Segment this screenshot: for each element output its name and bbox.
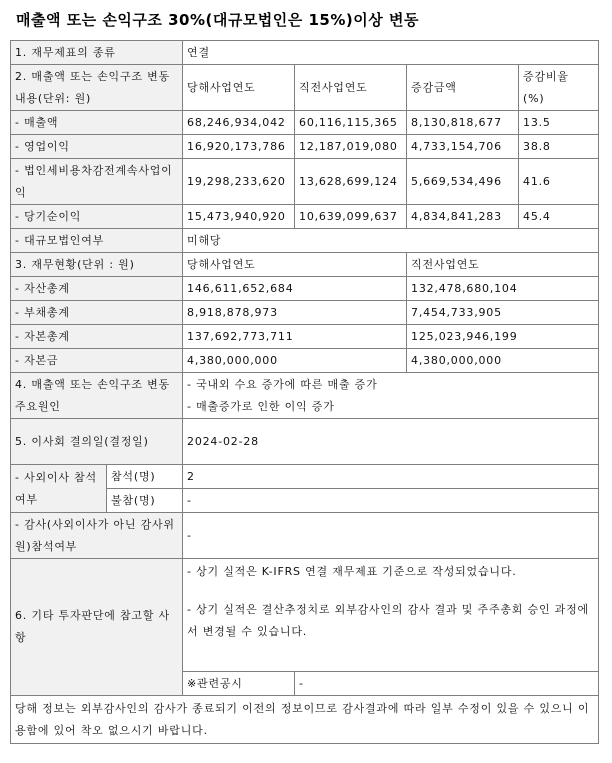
reason-row bbox=[11, 373, 599, 419]
pretax-income-current: 19,298,233,620 bbox=[183, 159, 295, 205]
total-assets-current: 146,611,652,684 bbox=[183, 277, 407, 301]
attend-value: 2 bbox=[183, 465, 599, 489]
table-row bbox=[11, 159, 599, 205]
row-label-net-income: - 당기순이익 bbox=[11, 205, 183, 229]
table-row bbox=[11, 111, 599, 135]
board-value: 2024-02-28 bbox=[183, 419, 599, 465]
change-section-label: 2. 매출액 또는 손익구조 변동내용(단위: 원) bbox=[11, 65, 183, 111]
related-disclosure-label: ※관련공시 bbox=[183, 672, 295, 696]
auditor-label: - 감사(사외이사가 아닌 감사위원)참석여부 bbox=[11, 513, 183, 559]
disclosure-table bbox=[10, 40, 599, 744]
operating-income-previous: 12,187,019,080 bbox=[295, 135, 407, 159]
row-label-capital: - 자본금 bbox=[11, 349, 183, 373]
row-label-pretax-income: - 법인세비용차감전계속사업이익 bbox=[11, 159, 183, 205]
other-note-2: - 상기 실적은 결산추정치로 외부감사인의 감사 결과 및 주주총회 승인 과정에서 변경될 수 있습니다. bbox=[187, 603, 589, 638]
table-row bbox=[11, 277, 599, 301]
revenue-rate: 13.5 bbox=[519, 111, 599, 135]
table-row bbox=[11, 205, 599, 229]
revenue-current: 68,246,934,042 bbox=[183, 111, 295, 135]
large-corp-label: - 대규모법인여부 bbox=[11, 229, 183, 253]
table-row bbox=[11, 301, 599, 325]
absent-label: 불참(명) bbox=[107, 489, 183, 513]
table-row bbox=[11, 325, 599, 349]
footer-note: 당해 정보는 외부감사인의 감사가 종료되기 이전의 정보이므로 감사결과에 따라 일부 수정이 있을 수 있으니 이용함에 있어 착오 없으시기 바랍니다. bbox=[11, 696, 599, 744]
page-title: 매출액 또는 손익구조 30%(대규모법인은 15%)이상 변동 bbox=[16, 11, 419, 29]
total-assets-previous: 132,478,680,104 bbox=[407, 277, 599, 301]
attend-label: 참석(명) bbox=[107, 465, 183, 489]
absent-value: - bbox=[183, 489, 599, 513]
change-header-rate: 증감비율 (%) bbox=[519, 65, 599, 111]
row-label-total-assets: - 자산총계 bbox=[11, 277, 183, 301]
reason-label: 4. 매출액 또는 손익구조 변동 주요원인 bbox=[11, 373, 183, 419]
revenue-previous: 60,116,115,365 bbox=[295, 111, 407, 135]
net-income-current: 15,473,940,920 bbox=[183, 205, 295, 229]
pretax-income-diff: 5,669,534,496 bbox=[407, 159, 519, 205]
financial-header-row bbox=[11, 253, 599, 277]
total-liabilities-current: 8,918,878,973 bbox=[183, 301, 407, 325]
footer-row bbox=[11, 696, 599, 744]
financial-header-previous: 직전사업연도 bbox=[407, 253, 599, 277]
fs-type-row bbox=[11, 41, 599, 65]
total-liabilities-previous: 7,454,733,905 bbox=[407, 301, 599, 325]
total-equity-current: 137,692,773,711 bbox=[183, 325, 407, 349]
row-label-operating-income: - 영업이익 bbox=[11, 135, 183, 159]
financial-section-label: 3. 재무현황(단위 : 원) bbox=[11, 253, 183, 277]
auditor-row bbox=[11, 513, 599, 559]
reason-line-2: - 매출증가로 인한 이익 증가 bbox=[187, 399, 335, 413]
board-label: 5. 이사회 결의일(결정일) bbox=[11, 419, 183, 465]
revenue-diff: 8,130,818,677 bbox=[407, 111, 519, 135]
financial-header-current: 당해사업연도 bbox=[183, 253, 407, 277]
change-header-diff: 증감금액 bbox=[407, 65, 519, 111]
pretax-income-previous: 13,628,699,124 bbox=[295, 159, 407, 205]
change-header-current: 당해사업연도 bbox=[183, 65, 295, 111]
capital-previous: 4,380,000,000 bbox=[407, 349, 599, 373]
outside-directors-attend-row bbox=[11, 465, 599, 489]
operating-income-current: 16,920,173,786 bbox=[183, 135, 295, 159]
net-income-rate: 45.4 bbox=[519, 205, 599, 229]
net-income-previous: 10,639,099,637 bbox=[295, 205, 407, 229]
change-header-row bbox=[11, 65, 599, 111]
related-disclosure-value: - bbox=[295, 672, 599, 696]
table-row bbox=[11, 349, 599, 373]
large-corp-row bbox=[11, 229, 599, 253]
other-label: 6. 기타 투자판단에 참고할 사항 bbox=[11, 559, 183, 696]
total-equity-previous: 125,023,946,199 bbox=[407, 325, 599, 349]
large-corp-value: 미해당 bbox=[183, 229, 599, 253]
fs-type-value: 연결 bbox=[183, 41, 599, 65]
other-row bbox=[11, 559, 599, 672]
auditor-value: - bbox=[183, 513, 599, 559]
table-row bbox=[11, 135, 599, 159]
operating-income-diff: 4,733,154,706 bbox=[407, 135, 519, 159]
row-label-total-equity: - 자본총계 bbox=[11, 325, 183, 349]
board-row bbox=[11, 419, 599, 465]
change-header-previous: 직전사업연도 bbox=[295, 65, 407, 111]
other-notes bbox=[183, 559, 599, 672]
row-label-total-liabilities: - 부채총계 bbox=[11, 301, 183, 325]
fs-type-label: 1. 재무제표의 종류 bbox=[11, 41, 183, 65]
row-label-revenue: - 매출액 bbox=[11, 111, 183, 135]
operating-income-rate: 38.8 bbox=[519, 135, 599, 159]
other-note-1: - 상기 실적은 K-IFRS 연결 재무제표 기준으로 작성되었습니다. bbox=[187, 565, 517, 578]
reason-line-1: - 국내외 수요 증가에 따른 매출 증가 bbox=[187, 377, 378, 391]
capital-current: 4,380,000,000 bbox=[183, 349, 407, 373]
outside-directors-label: - 사외이사 참석여부 bbox=[11, 465, 107, 513]
reason-value bbox=[183, 373, 599, 419]
net-income-diff: 4,834,841,283 bbox=[407, 205, 519, 229]
pretax-income-rate: 41.6 bbox=[519, 159, 599, 205]
